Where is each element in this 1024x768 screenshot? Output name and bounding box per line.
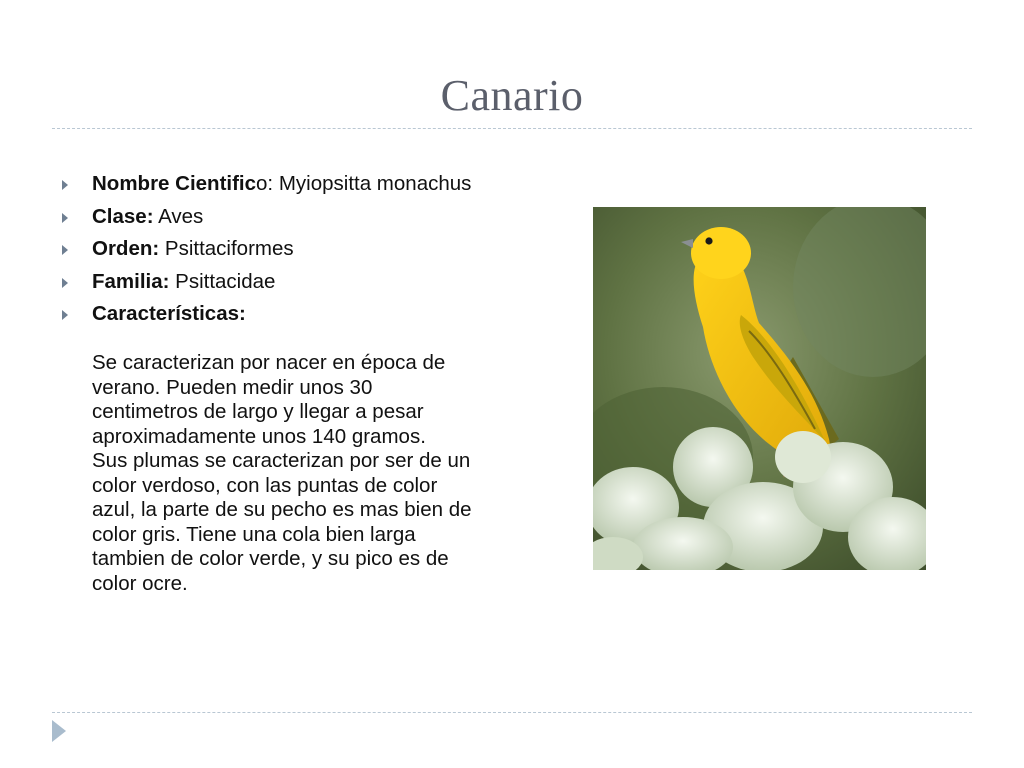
bullet-item-order — [62, 237, 482, 262]
bullet-item-characteristics — [62, 302, 482, 596]
bullet-item-class — [62, 205, 482, 230]
bullet-value: Psittacidae — [169, 269, 276, 293]
description-paragraph: Sus plumas se caracterizan por ser de un color verdoso, con las puntas de color azul, la parte de su pecho es mas bien de color gris. Tiene una cola bien larga tambien de color verde, y su pico es de color ocre. — [92, 449, 472, 595]
play-arrow-icon[interactable] — [52, 720, 66, 742]
description-paragraph: Se caracterizan por nacer en época de verano. Pueden medir unos 30 centimetros de largo y llegar a pesar aproximadamente unos 140 gramos. — [92, 351, 446, 448]
triangle-bullet-icon — [62, 310, 68, 320]
bullet-label: Nombre Cientific — [92, 172, 257, 195]
bullet-label: Orden: — [92, 237, 160, 260]
bullet-value: Psittaciformes — [159, 237, 294, 260]
characteristics-description — [92, 327, 482, 597]
bullet-label: Clase: — [92, 204, 154, 228]
bullet-item-scientific-name — [62, 172, 482, 197]
canary-photo — [593, 207, 926, 570]
triangle-bullet-icon — [62, 278, 68, 288]
bullet-label: Familia: — [92, 269, 170, 293]
bullet-value: Myiopsitta monachus — [273, 172, 472, 195]
footer-divider — [52, 712, 972, 713]
content-list — [62, 172, 482, 604]
triangle-bullet-icon — [62, 213, 68, 223]
triangle-bullet-icon — [62, 180, 68, 190]
title-divider — [52, 128, 972, 129]
slide-title: Canario — [440, 71, 584, 120]
bullet-item-family — [62, 270, 482, 295]
bullet-label: Características: — [92, 302, 246, 325]
triangle-bullet-icon — [62, 245, 68, 255]
bullet-label-tail: o: — [256, 172, 274, 195]
bullet-value: Aves — [153, 204, 204, 228]
